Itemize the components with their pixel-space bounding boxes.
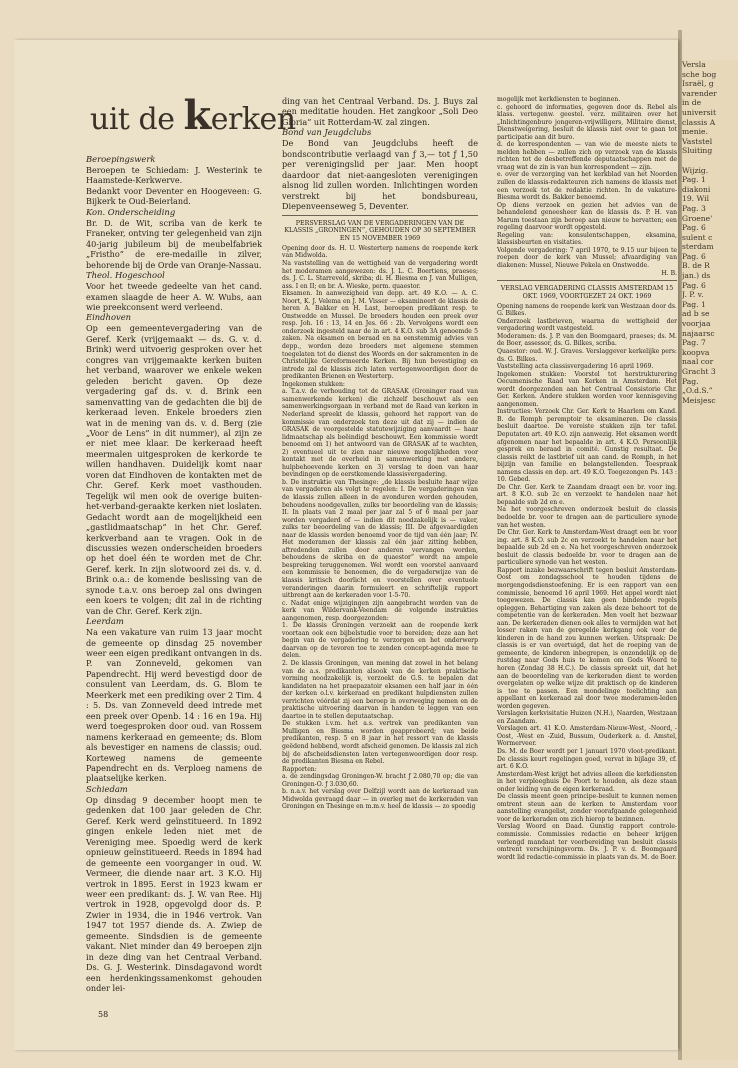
report-paragraph: De Chr. Ger. Kerk te Amsterdam-West draagt een br. voor ing. art. 8 K.O. sub 2c en verzoekt te handelen naar het bepaalde sub 2d en e. Na het voorgeschreven onderzoek besluit de classis bedoelde br. voor te dragen aan de particuliere synode van het westen. (497, 529, 677, 567)
next-page-line: universit (682, 107, 717, 117)
body-paragraph: De Bond van Jeugdclubs heeft de bondscontributie verlaagd van ƒ 3,— tot ƒ 1,50 per verenigingslid per jaar. Men hoopt daardoor dat niet-aangesloten verenigingen alsnog lid zullen worden. Inlichtingen worden verstrekt bij het bondsbureau, Diepenveenseweg 5, Deventer. (282, 138, 478, 212)
next-page-line: sterdam (682, 242, 714, 252)
next-page-line: sulent c (682, 232, 713, 242)
report-paragraph: Verslag Woord en Daad. Gunstig rapport controle-commissie. Commissies redactie en beheer krijgen verlengd mandaat ter voorbereiding van besluit classis omtrent verschijningsvorm. Ds. J. P. v. d. Boomgaard wordt lid redactie-commissie in plaats van ds. M. de Boer. (497, 823, 677, 861)
report-paragraph: e. over de verzorging van het kerkblad van het Noorden zullen de klassis-redakteuren zich namens de klassis met een verzoek tot de redaktie richten. In de vakature-Biesma wordt ds. Bakker benoemd. (497, 171, 677, 202)
report-paragraph: Quaestor: oud. W. J. Graves. Verslaggever kerkelijke pers: ds. G. Bilkes. (497, 348, 677, 363)
next-page-line: Versla (682, 60, 706, 69)
report-paragraph: Onderzoek lastbrieven, waarna de wettigheid der vergadering wordt vastgesteld. (497, 317, 677, 333)
next-page-line: J. P. v. (682, 290, 704, 300)
report-paragraph: 2. De klassis Groningen, van mening dat zowel in het belang van de a.s. predikanten alsook van de kerken praktische vorming noodzakelijk is, verzoekt de G.S. te bepalen dat kandidaten na het praepazatoir eksamen een half jaar in één der kerken o.l.v. kerkeraad en predikant hulpdiensten zullen verrichten vóórdat zij een beroep in overweging nemen en de praktische uitvoering daarvan in handen te leggen van een daartoe in te stellen deputaatschap. (282, 660, 478, 720)
next-page-line: Meisjesc (682, 395, 716, 405)
report-paragraph: Opening namens de roepende kerk van Westzaan door ds. G. Bilkes. (497, 302, 677, 318)
section-heading: Kon. Onderscheiding (86, 206, 176, 217)
section-rule (282, 215, 478, 216)
report-paragraph: Volgende vergadering: 7 april 1970, te 9.15 uur bijeen te roepen door de kerk van Mussel; afvaardiging van diakenen: Mussel, Nieuwe Pekela en Onstwedde. (497, 246, 677, 270)
body-paragraph: Na een vakature van ruim 13 jaar mocht de gemeente op dinsdag 25 november weer een eigen predikant ontvangen in ds. P. van Zonneveld, gekomen van Papendrecht. Hij werd bevestigd door de consulent van Leerdam, ds. G. Blom te Meerkerk met een prediking over 2 Tim. 4 : 5. Ds. van Zonneveld deed intrede met een preek over Openb. 14 : 16 en 19a. Hij werd toegesproken door oud. van Rossem namens kerkeraad en gemeente; ds. Blom als bevestiger en namens de classis; oud. Korteweg namens de gemeente Papendrecht en ds. Verploeg namens de plaatselijke kerken. (86, 627, 262, 784)
next-page-line: ad b se (682, 309, 710, 319)
body-paragraph: ding van het Centraal Verband. Ds. J. Buys zal een meditatie houden. Het zangkoor „Soli Deo Gloria” uit Rotterdam-W. zal zingen. (282, 96, 478, 127)
report-signature: H. B. (661, 269, 677, 277)
next-page-line: najaarsc (682, 328, 715, 338)
body-paragraph: Br. D. de Wit, scriba van de kerk te Franeker, ontving ter gelegenheid van zijn 40-jarig jubileum bij de meubelfabriek „Fristho” de ere-medaille in zilver, behorende bij de Orde van Oranje-Nassau. (86, 217, 262, 270)
report-paragraph: Opening door ds. H. U. Westerterp namens de roepende kerk van Midwolda. (282, 244, 478, 260)
next-page-line: Israël, g (682, 79, 714, 89)
column-right (497, 96, 677, 861)
report-heading: VERSLAG VERGADERING CLASSIS AMSTERDAM 15 OKT. 1969, VOORTGEZET 24 OKT. 1969 (500, 285, 674, 300)
next-page-line: jan.) ds (682, 271, 711, 281)
body-paragraph: Op een gemeentevergadering van de Geref. Kerk (vrijgemaakt — ds. G. v. d. Brink) werd uitvoerig gesproken over het congres van vrijgemaakte kerken buiten het verband, waarover we enkele weken geleden bericht gaven. Op deze vergadering gaf ds. v. d. Brink een samenvatting van de gedachten die bij de kerkeraad leven. Enkele broeders zien wat in de mening van ds. v. d. Berg (zie „Voor de Lens” in dit nummer), al zijn ze er niet mee klaar. De kerkeraad heeft meermalen uitgesproken de kerkorde te willen handhaven. Duidelijk komt naar voren dat Eindhoven de kontakten met de Chr. Geref. Kerk moet vasthouden. Tegelijk wil men ook de overige buiten-het-verband-geraakte kerken niet loslaten. Gedacht wordt aan de mogelijkheid een „gastlidmaatschap” in het Chr. Geref. kerkverband aan te vragen. Ook in de discussies wezen onderscheiden broeders op het doel één te worden met de Chr. Geref. kerk. In zijn slotwoord zei ds. v. d. Brink o.a.: de komende beslissing van de synode t.a.v. ons beroep zal ons dwingen een koers te volgen; dit zal in de richting van de Chr. Geref. Kerk zijn. (86, 323, 262, 616)
next-page-line: Pag. (682, 376, 699, 386)
next-page-line: Sluiting (682, 146, 713, 156)
next-page-line (682, 156, 738, 166)
next-page-line: Pag. 3 (682, 203, 706, 213)
report-paragraph: Verslagen art. 41 K.O. Amsterdam-Nieuw-West, -Noord, -Oost, -West en -Zuid, Bussum, Ouderkerk a. d. Amstel, Wormerveer. (497, 725, 677, 748)
next-page-line: B. de R (682, 261, 710, 271)
report-paragraph: Na vaststelling van de wettigheid van de vergadering wordt het moderamen aangewezen: ds. J. L. C. Boertiens, praeses; ds. J. C. L. Starreveld, skriba; di. H. Biesma en J. van Mulligen, ass. I en II; en br. A. Wieske, perm. quaestor. (282, 260, 478, 290)
next-page-line: voorjaa (682, 319, 711, 329)
next-page-line: sche bog (682, 69, 717, 79)
report-paragraph: Ingekomen stukken: Voorstel tot herstrukturering Oecumenische Raad van Kerken in Amsterdam. Het wordt doorgezonden aan het Centraal Consistorie Chr. Ger. Kerken. Andere stukken worden voor kennisgeving aangenomen. (497, 370, 677, 408)
report-paragraph: b. n.a.v. het verslag over Delfzijl wordt aan de kerkeraad van Midwolda gevraagd daar — in overleg met de kerkeraden van Groningen en Thesinge en m.m.v. heel de klassis — zo spoedig (282, 788, 478, 811)
report-paragraph: d. de korrespondenten — van wie de meeste niets te melden hebben — zullen zich op verzoek van de klassis richten tot de desbetreffende deputaatschappen met de vraag wat de zin is van hun korrespondent — zijn. (497, 141, 677, 171)
report-paragraph: 1. De klassis Groningen verzoekt aan de roepende kerk voortaan ook een bijbelstudie voor te bereiden; deze aan het begin van de vergadering te verzorgen en het onderwerp daarvan op de tevoren toe te zenden concept-agenda mee te delen. (282, 622, 478, 660)
report-paragraph: De stukken i.v.m. het a.s. vertrek van predikanten van Mulligen en Biesma worden geapprobeerd; van beide predikanten, resp. 5 en 8 jaar in het ressort van de klassis geëdend hebbend, wordt afscheid genomen. De klassis zal zich bij de afscheidsdiensten laten vertegenwoordigen door resp. de predikanten Biesma en Rebel. (282, 720, 478, 766)
next-page-line: menie. (682, 127, 708, 137)
next-page-line: koopva (682, 347, 710, 357)
report-paragraph: mogelijk met kerkdiensten te beginnen. (497, 96, 621, 103)
report-paragraph: Rapport inzake bezwaarschrift tegen besluit Amsterdam-Oost om zondagsschool te houden tijdens de morgengodsdienstoefening. Er is een rapport van een commissie, benoemd 16 april 1969. Het appel wordt niet toegewezen. De classis kan geen bindende regels opleggen. Behartiging van zaken als deze behoort tot de competentie van de kerkeraden. Men voelt het bezwaar aan. De kerkeraden dienen ook alles te vermijden wat het losser raken van de geregelde kerkgang ook voor de kinderen in de hand zou kunnen werken. Uitspraak: De classis is er van overtuigd, dat het de roeping van de gemeente, de kinderen inbegrepen, is onzondelijk op de rustdag naar Gods huis te komen om Gods Woord te horen (Zondag 38 H.C.). De classis spreekt uit, dat het aan de beoordeling van de kerkeraden dient te worden overgelaten op welke wijze dit praktisch op de kinderen is toe te passen. Een mondelinge toelichting aan appellant en kerkeraad zal door twee moderamen-leden worden gegeven. (497, 566, 677, 710)
column-title: uit de kerken (90, 92, 296, 139)
adjacent-page-edge (682, 60, 738, 1060)
next-page-line: Pag. 7 (682, 338, 706, 348)
report-paragraph: Verslagen kerkvisitatie Huizen (N.H.), Naarden, Westzaan en Zaandam. (497, 710, 677, 725)
next-page-line: Pag. 1 (682, 299, 706, 309)
report-paragraph: Na het voorgeschreven onderzoek besluit de classis bedoelde br. voor te dragen aan de particuliere synode van het westen. (497, 506, 677, 529)
next-page-line: Wijzig. (682, 165, 709, 175)
report-paragraph: Amsterdam-West krijgt het advies alleen die kerkdiensten in het verpleeghuis De Poort te houden, als deze staan onder leiding van de eigen kerkeraad. (497, 770, 677, 793)
next-page-line: classis A (682, 117, 716, 127)
section-heading: Schiedam (86, 783, 128, 794)
section-heading: Bond van Jeugdclubs (282, 127, 372, 138)
body-paragraph: Op dinsdag 9 december hoopt men te gedenken dat 100 jaar geleden de Chr. Geref. Kerk werd geïnstitueerd. In 1892 gingen enkele leden niet met de Vereniging mee. Spoedig werd de kerk opnieuw geïnstitueerd. Reeds in 1894 had de gemeente een voorganger in oud. W. Vermeer, die diende naar art. 3 K.O. Hij vertrok in 1895. Eerst in 1923 kwam er weer een predikant: ds. J. W. van Ree. Hij vertrok in 1928, opgevolgd door ds. P. Zwier in 1934, die in 1946 vertrok. Van 1947 tot 1957 diende ds. A. Zwiep de gemeente. Sindsdien is de gemeente vakant. Niet minder dan 49 beroepen zijn in deze ding van het Centraal Verband. Ds. G. J. Westerink. Dinsdagavond wordt een herdenkingssamenkomst gehouden onder lei- (86, 794, 262, 994)
next-page-line: Gracht 3 (682, 367, 716, 376)
report-paragraph: Ingekomen stukken: (282, 380, 345, 388)
report-paragraph: b. De instruktie van Thesinge: „de klassis besluite haar wijze van vergaderen als volgt te regelen: I. De vergaderingen van de klassis zullen alleen in de avonduren worden gehouden, behoudens noodgevallen, zulks ter beoordeling van de klassis; II. In plaats van 2 maal per jaar zal 5 of 6 maal per jaar worden vergaderd of — indien dit noodzakelijk is — vaker, zulks ter beoordeling van de klassis; III. De afgevaardigden naar de klassis worden benoemd voor de tijd van één jaar; IV. Het moderamen der klassis zal één jaar zitting hebben, aftredenden zullen door anderen vervangen worden, behoudens de skriba en de quaestor” wordt na ampele bespreking teruggenomen. Wel wordt een voorstel aanvaard een kommissie te benoemen, die de vergaderwijze van de klassis kritisch doorlicht en voorstellen over eventuele veranderingen daarin formuleert en schriftelijk rapport uitbrengt aan de kerkeraden voor 1-5-70. (282, 478, 478, 600)
report-paragraph: De Chr. Ger. Kerk te Zaandam draagt een br. voor ing. art. 8 K.O. sub 2c en verzoekt te handelen naar het bepaalde sub 2d en e. (497, 483, 677, 506)
next-page-line: 19. Wil (682, 194, 710, 204)
report-paragraph: Rapporten: (282, 765, 317, 773)
next-page-line: Vaststel (682, 136, 713, 146)
next-page-line: in de (682, 98, 702, 108)
report-paragraph: c. Nadat enige wijzigingen zijn aangebracht worden van de kerk van Wildervank-Veendam de volgende instrukties aangenomen, resp. doorgezonden: (282, 599, 478, 622)
body-paragraph: Voor het tweede gedeelte van het cand. examen slaagde de heer A. W. Wubs, aan wie preekconsent werd verleend. (86, 281, 262, 312)
report-paragraph: Ds. M. de Boer wordt per 1 januari 1970 vloot-predikant. De classis keurt regelingen goed, vervat in bijlage 39, cf. art. 6 K.O. (497, 747, 677, 771)
next-page-line: Pag. 6 (682, 251, 706, 261)
section-heading: Eindhoven (86, 312, 132, 323)
next-page-line: „O.d.S.” (682, 386, 713, 396)
report-paragraph: De classis meent geen principe-besluit te kunnen nemen omtrent steun aan de kerken te Amsterdam voor aanstelling evangelist, zonder voorafgaande gelegenheid voor de kerkeraden om zich hierop te bezinnen. (497, 793, 677, 823)
report-paragraph: Op diens verzoek en gezien het advies van de behandelend geneesheer kan de klassis ds. P. H. van Marum toestaan zijn beroep aan nieuw te hervatten; een regeling daarvoor wordt opgesteld. (497, 201, 677, 232)
section-heading: Beroepingswerk (86, 154, 156, 164)
report-paragraph: Regeling van: konsulentschappen, eksamina, klassisbeurten en visitaties. (497, 231, 677, 247)
next-page-line: diakoni (682, 184, 711, 194)
page-number: 58 (98, 1010, 109, 1019)
next-page-line: Pag. 6 (682, 280, 706, 290)
section-heading: Theol. Hogeschool (86, 270, 165, 281)
next-page-line: naal cor (682, 357, 714, 367)
report-paragraph: Vaststelling acta classisvergadering 16 april 1969. (497, 363, 654, 371)
report-paragraph: a. T.a.v. de verhouding tot de GRASAK (Groninger raad van samenwerkende kerken) die zichzelf beschouwt als een samenwerkingsorgaan in verband met de Raad van kerken in Nederland spreekt de klassis, gehoord het rapport van de kommissie van onderzoek ten deze uit dat zij — indien de GRASAK de voorgestelde statutewijziging aanvaardt — haar lidmaatschap als beëindigd beschouwt. Een kommissie wordt benoemd om 1) het antwoord van de GRASAK af te wachten, 2) eventueel uit te zien naar nieuwe mogelijkheden voor kontakt met de overheid in samenwerking met andere, hulpbehoevende kerken en 3) verslag te doen van haar bevindingen op de eerstkomende klassisvergadering. (282, 388, 478, 479)
report-heading: PERSVERSLAG VAN DE VERGADERINGEN VAN DE KLASSIS „GRONINGEN”, GEHOUDEN OP 30 SEPTEMBER EN 15 NOVEMBER 1969 (284, 219, 476, 243)
report-paragraph: Eksamen. In aanwezigheid van depp. art. 49 K.O. — A. C. Noort, K. J. Velema en J. M. Visser — eksamineert de klassis de heren A. Bakker en H. Last, beroepen predikant resp. te Onstwedde en Mussel. De broeders houden een preek over resp. Joh. 16 : 13, 14 en Jes. 66 : 2b. Vervolgens wordt een onderzoek ingesteld naar de in art. 4 K.O. sub 3A genoemde 5 zaken. Na eksamen en beraad en na eenstemmig advies van depp., worden deze broeders met algemene stemmen toegelaten tot de dienst des Woords en der sakramenten in de Christelijke Gereformeerde Kerken. Bij hun bevestiging en intrede zal de klassis zich laten vertegenwoordigen door de predikanten Brienen en Westerterp. (282, 290, 478, 381)
next-page-line: Groene' (682, 213, 713, 223)
next-page-line: Pag. 6 (682, 223, 706, 233)
report-paragraph: a. de zendingsdag Groningen-W. bracht ƒ 2.080,70 op; die van Groningen-O. ƒ 3.030,60. (282, 773, 478, 788)
section-heading: Leerdam (86, 616, 124, 627)
column-middle (282, 96, 478, 811)
report-paragraph: Instructies: Verzoek Chr. Ger. Kerk te Haarlem om Kand. B. de Romph peremptoir te eksamineren. De classis besluit daartoe. De vereiste stukken zijn ter tafel. Deputaten art. 49 K.O. zijn aanwezig. Het eksamen wordt afgenomen naar het bepaalde in art. 4 K.O. Persoonlijk gesprek en beraad in comité. Gunstig resultaat. De classis reikt de lastbrief uit aan cand. de Romph, in het bijzijn van familie en belangstellenden. Toespraak namens classis en dep. art. 49 K.O. Toegezongen Ps. 143 : 10. Gebed. (497, 408, 677, 484)
body-paragraph: Bedankt voor Deventer en Hoogeveen: G. Bijkerk te Oud-Beierland. (86, 185, 262, 207)
body-paragraph: Beroepen te Schiedam: J. Westerink te Haamstede-Kerkwerve. (86, 165, 262, 186)
report-paragraph: c. gehoord de informaties, gegeven door ds. Rebel als klass. vertegenw. geestel. verz. militairen over het „Inlichtingenburo jongeren-vrijwilligers, Militaire dienst, Dienstweigering, besluit de klassis niet over te gaan tot participatie aan dit buro. (497, 103, 677, 141)
column-left (86, 154, 262, 994)
next-page-line: varender (682, 88, 717, 98)
next-page-line: Pag. 1 (682, 175, 706, 185)
report-paragraph: Moderamen: ds. J. P. van den Boomgaard, praeses; ds. M. de Boer, assessor, ds. G. Bilkes, scriba. (497, 332, 677, 348)
section-rule (497, 280, 677, 281)
